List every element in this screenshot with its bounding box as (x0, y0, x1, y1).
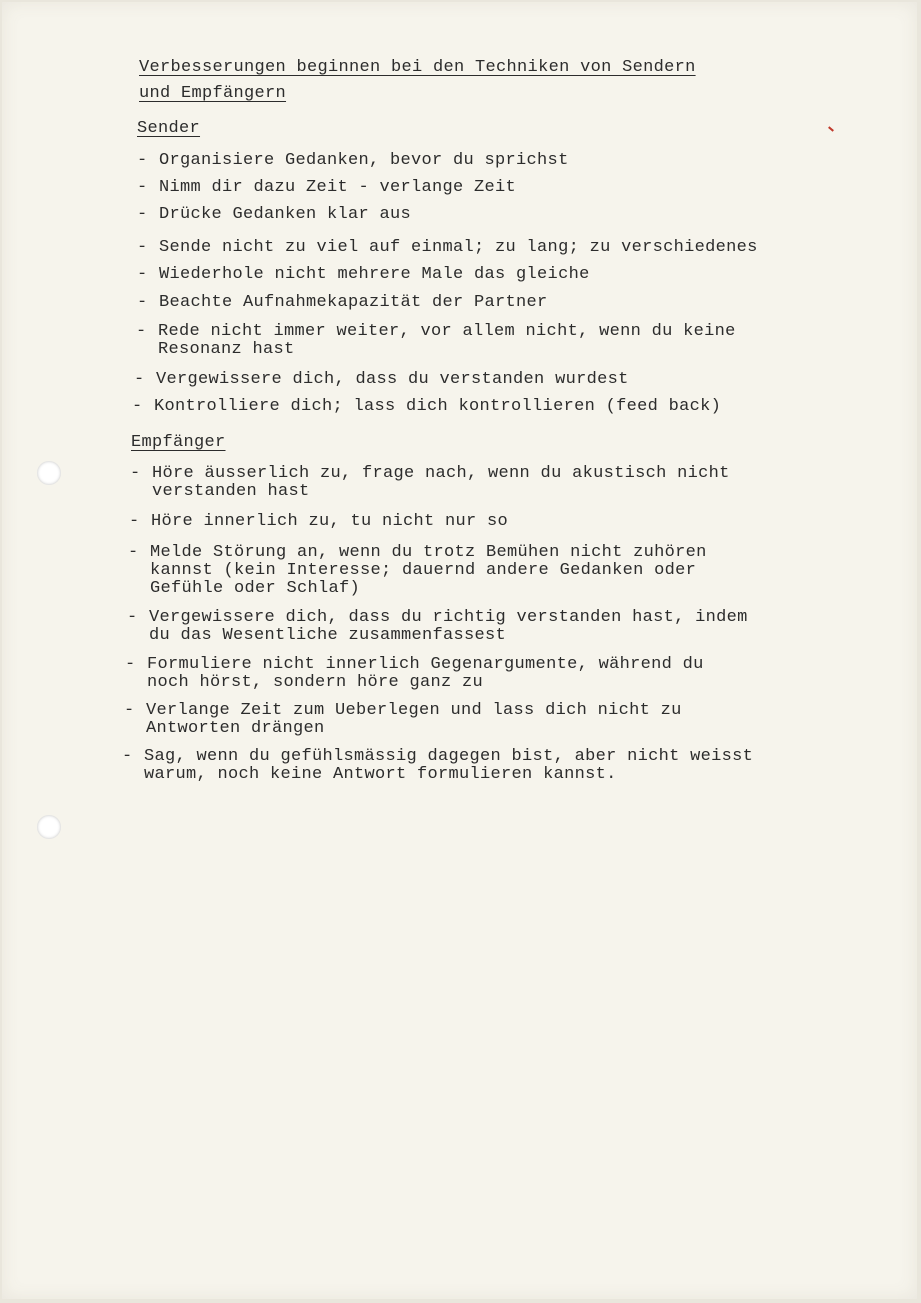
list-item-text: Kontrolliere dich; lass dich kontrollieren (feed back) (154, 397, 722, 416)
list-dash: - (137, 265, 148, 284)
list-dash: - (137, 205, 148, 224)
red-pen-mark (828, 126, 834, 131)
list-item-text: Drücke Gedanken klar aus (159, 205, 412, 224)
list-item-text: Beachte Aufnahmekapazität der Partner (159, 293, 548, 312)
list-dash: - (137, 238, 148, 257)
list-dash: - (128, 543, 139, 562)
list-item-text: Verlange Zeit zum Ueberlegen und lass dich nicht zu Antworten drängen (146, 701, 682, 738)
list-item-text: Sende nicht zu viel auf einmal; zu lang; zu verschiedenes (159, 238, 758, 257)
list-item-text: Organisiere Gedanken, bevor du sprichst (159, 151, 569, 170)
list-dash: - (132, 397, 143, 416)
list-item-text: Höre innerlich zu, tu nicht nur so (151, 512, 509, 531)
sender-heading: Sender (137, 119, 201, 138)
list-item-text: Formuliere nicht innerlich Gegenargumente, während du noch hörst, sondern höre ganz zu (147, 655, 704, 692)
list-dash: - (122, 747, 133, 766)
list-dash: - (124, 701, 135, 720)
list-dash: - (137, 293, 148, 312)
list-dash: - (137, 151, 148, 170)
list-dash: - (125, 655, 136, 674)
empfaenger-heading: Empfänger (131, 433, 226, 452)
list-item-text: Vergewissere dich, dass du verstanden wurdest (156, 370, 629, 389)
list-item-text: Rede nicht immer weiter, vor allem nicht, wenn du keine Resonanz hast (158, 322, 736, 359)
list-dash: - (127, 608, 138, 627)
list-dash: - (136, 322, 147, 341)
list-item-text: Nimm dir dazu Zeit - verlange Zeit (159, 178, 517, 197)
list-item-text: Sag, wenn du gefühlsmässig dagegen bist, aber nicht weisst warum, noch keine Antwort formulieren kannst. (144, 747, 754, 784)
list-item-text: Melde Störung an, wenn du trotz Bemühen nicht zuhören kannst (kein Interesse; dauernd andere Gedanken oder Gefühle oder Schlaf) (150, 543, 707, 598)
list-dash: - (137, 178, 148, 197)
list-dash: - (130, 464, 141, 483)
list-item-text: Vergewissere dich, dass du richtig verstanden hast, indem du das Wesentliche zusammenfassest (149, 608, 748, 645)
document-title-line-1: Verbesserungen beginnen bei den Techniken von Sendern (139, 58, 696, 77)
document-title-line-2: und Empfängern (139, 84, 287, 103)
list-item-text: Wiederhole nicht mehrere Male das gleiche (159, 265, 590, 284)
punch-hole-top (37, 461, 61, 485)
list-dash: - (134, 370, 145, 389)
punch-hole-bottom (37, 815, 61, 839)
list-item-text: Höre äusserlich zu, frage nach, wenn du akustisch nicht verstanden hast (152, 464, 730, 501)
list-dash: - (129, 512, 140, 531)
